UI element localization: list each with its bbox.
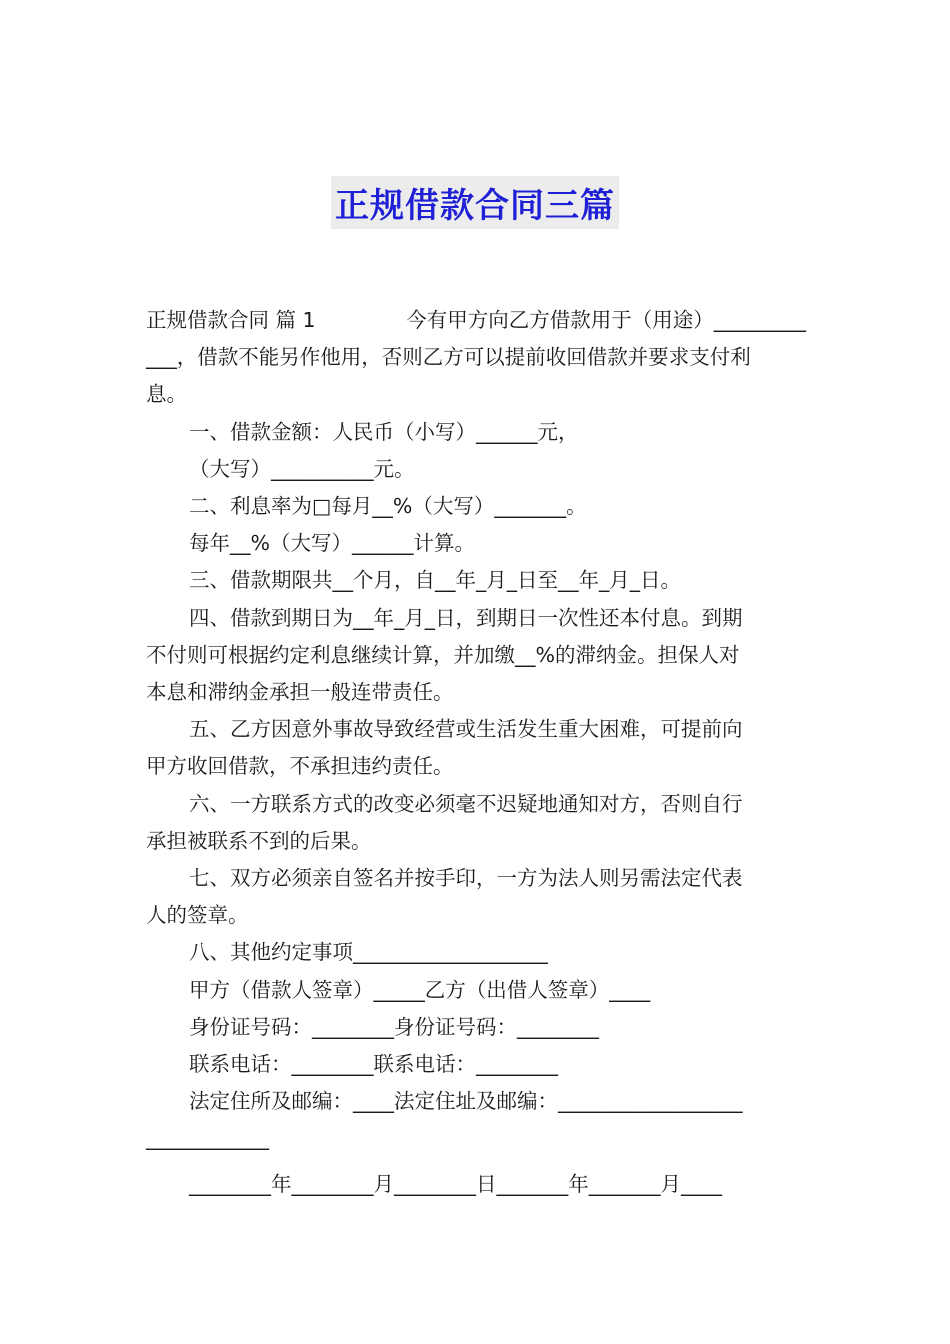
clause-5-line-1: 五、乙方因意外事故导致经营或生活发生重大困难，可提前向 [189, 717, 743, 742]
clause-4-due-date [146, 600, 806, 712]
clause-8-other: 八、其他约定事项___________________ [189, 940, 548, 965]
addresses [146, 1083, 806, 1157]
intro-line-3: 息。 [146, 382, 187, 407]
contract-heading-1: 正规借款合同 篇 1 [146, 308, 316, 332]
addresses-line-2: ____________ [146, 1126, 269, 1151]
clause-7-line-1: 七、双方必须亲自签名并按手印，一方为法人则另需法定代表 [189, 866, 743, 891]
clause-1-amount-capital: （大写）__________元。 [189, 456, 415, 481]
intro-first-line [146, 302, 806, 339]
clause-1-amount: 一、借款金额：人民币（小写）______元， [189, 419, 579, 444]
clause-7-line-2: 人的签章。 [146, 903, 249, 928]
intro-line-2: ___，借款不能另作他用，否则乙方可以提前收回借款并要求支付利 [146, 345, 751, 370]
clause-4-line-3: 本息和滞纳金承担一般连带责任。 [146, 680, 454, 705]
id-numbers: 身份证号码：________身份证号码：________ [189, 1014, 599, 1039]
clause-4-line-1: 四、借款到期日为__年_月_日，到期日一次性还本付息。到期 [189, 605, 743, 630]
title-container [0, 176, 950, 229]
clause-3-term: 三、借款期限共__个月，自__年_月_日至__年_月_日。 [189, 568, 681, 593]
paragraph-intro [146, 302, 806, 414]
clause-7-signature [146, 860, 806, 934]
date-fields: ________年________月________日_______年_______月____ [189, 1171, 722, 1196]
clause-4-line-2: 不付则可根据约定利息继续计算，并加缴__%的滞纳金。担保人对 [146, 642, 740, 667]
clause-6-line-1: 六、一方联系方式的改变必须毫不迟疑地通知对方，否则自行 [189, 791, 743, 816]
clause-6-line-2: 承担被联系不到的后果。 [146, 828, 372, 853]
addresses-line-1: 法定住所及邮编：____法定住址及邮编：__________________ [189, 1089, 743, 1114]
document-body [146, 302, 806, 1203]
clause-2-annual: 每年__%（大写）______计算。 [189, 531, 475, 556]
signature-parties: 甲方（借款人签章）_____乙方（出借人签章）____ [189, 977, 651, 1002]
clause-6-contact-change [146, 786, 806, 860]
document-title: 正规借款合同三篇 [331, 176, 619, 229]
clause-5-hardship [146, 711, 806, 785]
phone-numbers: 联系电话：________联系电话：________ [189, 1052, 558, 1077]
clause-5-line-2: 甲方收回借款，不承担违约责任。 [146, 754, 454, 779]
intro-purpose-text: 今有甲方向乙方借款用于（用途）_________ [406, 308, 806, 332]
clause-2-interest: 二、利息率为□每月__%（大写）_______。 [189, 494, 587, 519]
